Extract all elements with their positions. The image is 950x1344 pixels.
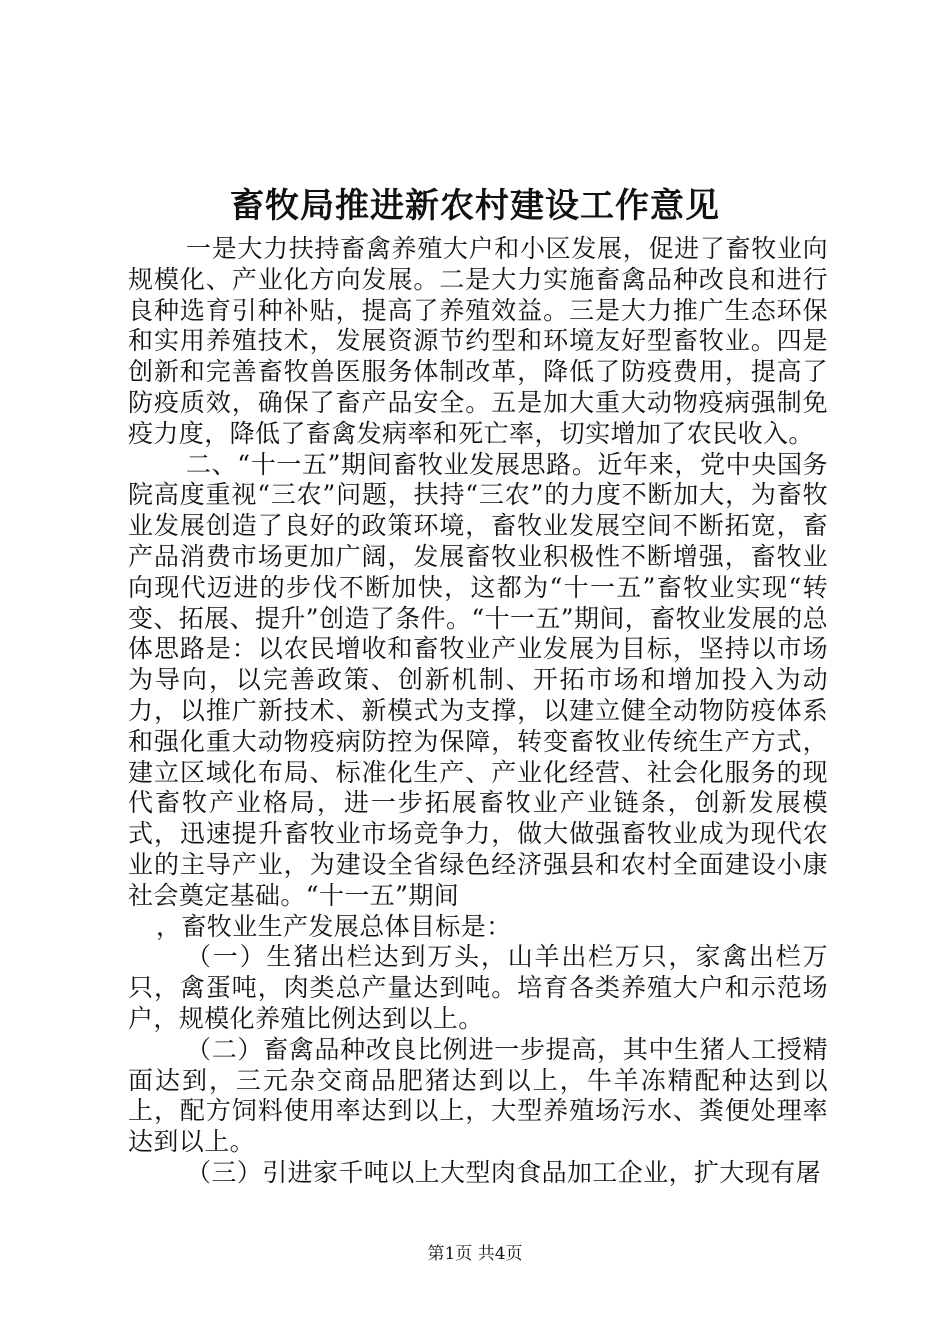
- paragraph-goal-1: （一）生猪出栏达到万头，山羊出栏万只，家禽出栏万只，禽蛋吨，肉类总产量达到吨。培育各类养殖大户和示范场户，规模化养殖比例达到以上。: [128, 942, 828, 1033]
- paragraph-overall-goal: ，畜牧业生产发展总体目标是：: [156, 911, 512, 941]
- document-title: 畜牧局推进新农村建设工作意见: [230, 186, 720, 226]
- document-body: [128, 234, 828, 1189]
- paragraph-goal-3: （三）引进家千吨以上大型肉食品加工企业，扩大现有屠: [186, 1157, 822, 1187]
- paragraph-development-approach: 二、“十一五”期间畜牧业发展思路。近年来，党中央国务院高度重视“三农”问题，扶持“三农”的力度不断加大，为畜牧业发展创造了良好的政策环境，畜牧业发展空间不断拓宽，畜产品消费市场更加广阔，发展畜牧业积极性不断增强，畜牧业向现代迈进的步伐不断加快，这都为“十一五”畜牧业实现“转变、拓展、提升”创造了条件。“十一五”期间，畜牧业发展的总体思路是：以农民增收和畜牧业产业发展为目标，坚持以市场为导向，以完善政策、创新机制、开拓市场和增加投入为动力，以推广新技术、新模式为支撑，以建立健全动物防疫体系和强化重大动物疫病防控为保障，转变畜牧业传统生产方式，建立区域化布局、标准化生产、产业化经营、社会化服务的现代畜牧产业格局，进一步拓展畜牧业产业链条，创新发展模式，迅速提升畜牧业市场竞争力，做大做强畜牧业成为现代农业的主导产业，为建设全省绿色经济强县和农村全面建设小康社会奠定基础。“十一五”期间: [128, 449, 828, 910]
- paragraph-goal-2: （二）畜禽品种改良比例进一步提高，其中生猪人工授精面达到，三元杂交商品肥猪达到以上，牛羊冻精配种达到以上，配方饲料使用率达到以上，大型养殖场污水、粪便处理率达到以上。: [128, 1034, 828, 1157]
- page-footer: 第1页 共4页: [427, 1244, 523, 1264]
- paragraph-achievements: 一是大力扶持畜禽养殖大户和小区发展，促进了畜牧业向规模化、产业化方向发展。二是大力实施畜禽品种改良和进行良种选育引种补贴，提高了养殖效益。三是大力推广生态环保和实用养殖技术，发展资源节约型和环境友好型畜牧业。四是创新和完善畜牧兽医服务体制改革，降低了防疫费用，提高了防疫质效，确保了畜产品安全。五是加大重大动物疫病强制免疫力度，降低了畜禽发病率和死亡率，切实增加了农民收入。: [128, 234, 828, 448]
